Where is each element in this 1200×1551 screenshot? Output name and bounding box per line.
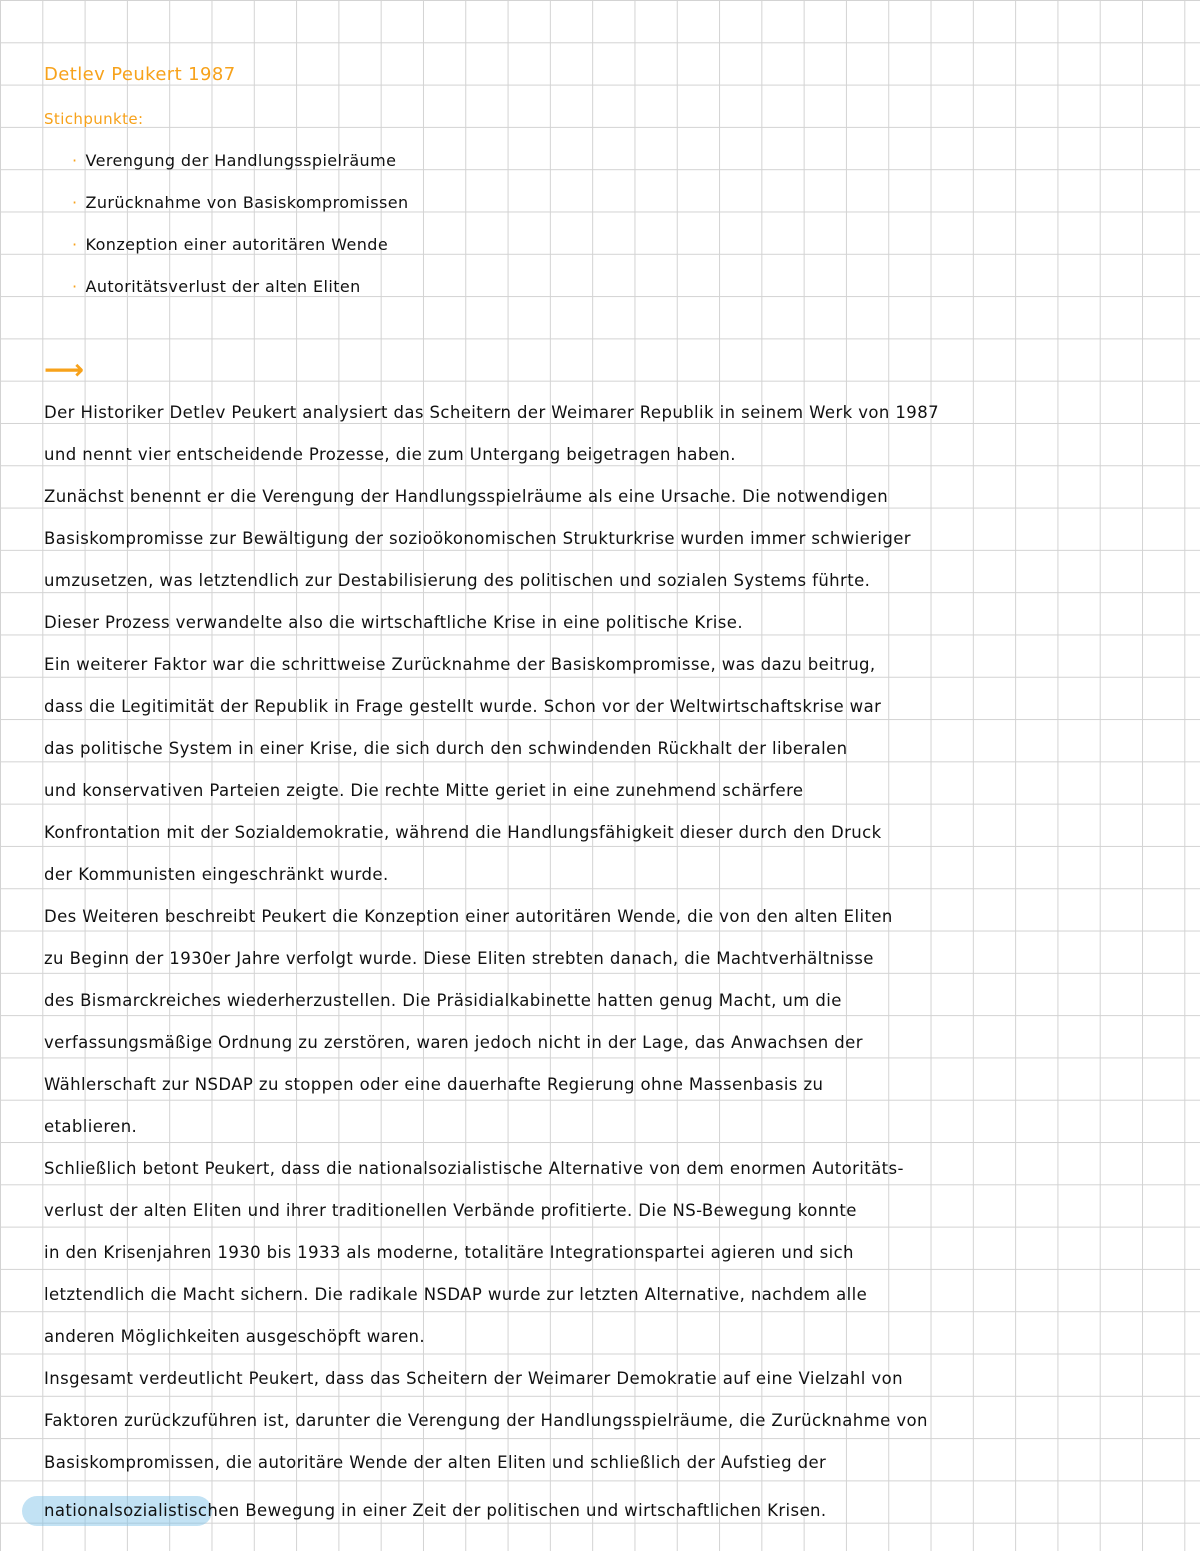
bullet-item (72, 230, 1192, 260)
bullet-text: Konzeption einer autoritären Wende (85, 235, 389, 254)
body-line: Dieser Prozess verwandelte also die wirtschaftliche Krise in eine politische Krise. (44, 613, 743, 632)
body-line: der Kommunisten eingeschränkt wurde. (44, 865, 389, 884)
body-line: das politische System in einer Krise, die sich durch den schwindenden Rückhalt der liberalen (44, 739, 848, 758)
body-line: verlust der alten Eliten und ihrer traditionellen Verbände profitierte. Die NS-Bewegung konnte (44, 1201, 857, 1220)
bullet-icon: · (72, 151, 78, 170)
body-line: verfassungsmäßige Ordnung zu zerstören, waren jedoch nicht in der Lage, das Anwachsen der (44, 1033, 863, 1052)
bullet-text: Verengung der Handlungsspielräume (85, 151, 397, 170)
body-line: Des Weiteren beschreibt Peukert die Konzeption einer autoritären Wende, die von den alten Eliten (44, 907, 893, 926)
body-line: nationalsozialistischen Bewegung in einer Zeit der politischen und wirtschaftlichen Krisen. (44, 1501, 827, 1520)
bullet-icon: · (72, 235, 78, 254)
body-line: Schließlich betont Peukert, dass die nationalsozialistische Alternative von dem enormen Autoritäts- (44, 1159, 904, 1178)
body-line: etablieren. (44, 1117, 138, 1136)
body-line: Wählerschaft zur NSDAP zu stoppen oder eine dauerhafte Regierung ohne Massenbasis zu (44, 1075, 824, 1094)
body-line: des Bismarckreiches wiederherzustellen. Die Präsidialkabinette hatten genug Macht, um die (44, 991, 842, 1010)
body-line: zu Beginn der 1930er Jahre verfolgt wurde. Diese Eliten strebten danach, die Machtverhältnisse (44, 949, 874, 968)
body-line: anderen Möglichkeiten ausgeschöpft waren. (44, 1327, 425, 1346)
body-line: und konservativen Parteien zeigte. Die rechte Mitte geriet in eine zunehmend schärfere (44, 781, 804, 800)
body-line: umzusetzen, was letztendlich zur Destabilisierung des politischen und sozialen Systems führte. (44, 571, 871, 590)
bullet-item (72, 188, 1192, 218)
body-line: Basiskompromisse zur Bewältigung der sozioökonomischen Strukturkrise wurden immer schwieriger (44, 529, 911, 548)
bullet-item (72, 146, 1192, 176)
bullet-icon: · (72, 277, 78, 296)
body-line: Der Historiker Detlev Peukert analysiert das Scheitern der Weimarer Republik in seinem Werk von 1987 (44, 403, 940, 422)
bullet-icon: · (72, 193, 78, 212)
body-line: Basiskompromissen, die autoritäre Wende der alten Eliten und schließlich der Aufstieg der (44, 1453, 827, 1472)
body-line: dass die Legitimität der Republik in Frage gestellt wurde. Schon vor der Weltwirtschaftskrise war (44, 697, 882, 716)
bullet-item (72, 272, 1192, 302)
bullet-text: Zurücknahme von Basiskompromissen (85, 193, 409, 212)
body-line: Insgesamt verdeutlicht Peukert, dass das Scheitern der Weimarer Demokratie auf eine Vielzahl von (44, 1369, 903, 1388)
page-title: Detlev Peukert 1987 (44, 64, 236, 85)
body-line: und nennt vier entscheidende Prozesse, die zum Untergang beigetragen haben. (44, 445, 736, 464)
right-arrow-icon: ⟶ (44, 353, 85, 386)
section-heading: Stichpunkte: (44, 110, 144, 128)
body-line: letztendlich die Macht sichern. Die radikale NSDAP wurde zur letzten Alternative, nachdem alle (44, 1285, 868, 1304)
body-line: Konfrontation mit der Sozialdemokratie, während die Handlungsfähigkeit dieser durch den Druck (44, 823, 882, 842)
bullet-text: Autoritätsverlust der alten Eliten (85, 277, 361, 296)
body-line: in den Krisenjahren 1930 bis 1933 als moderne, totalitäre Integrationspartei agieren und sich (44, 1243, 854, 1262)
body-line: Ein weiterer Faktor war die schrittweise Zurücknahme der Basiskompromisse, was dazu beitrug, (44, 655, 876, 674)
body-line: Faktoren zurückzuführen ist, darunter die Verengung der Handlungsspielräume, die Zurücknahme von (44, 1411, 928, 1430)
body-line: Zunächst benennt er die Verengung der Handlungsspielräume als eine Ursache. Die notwendigen (44, 487, 889, 506)
